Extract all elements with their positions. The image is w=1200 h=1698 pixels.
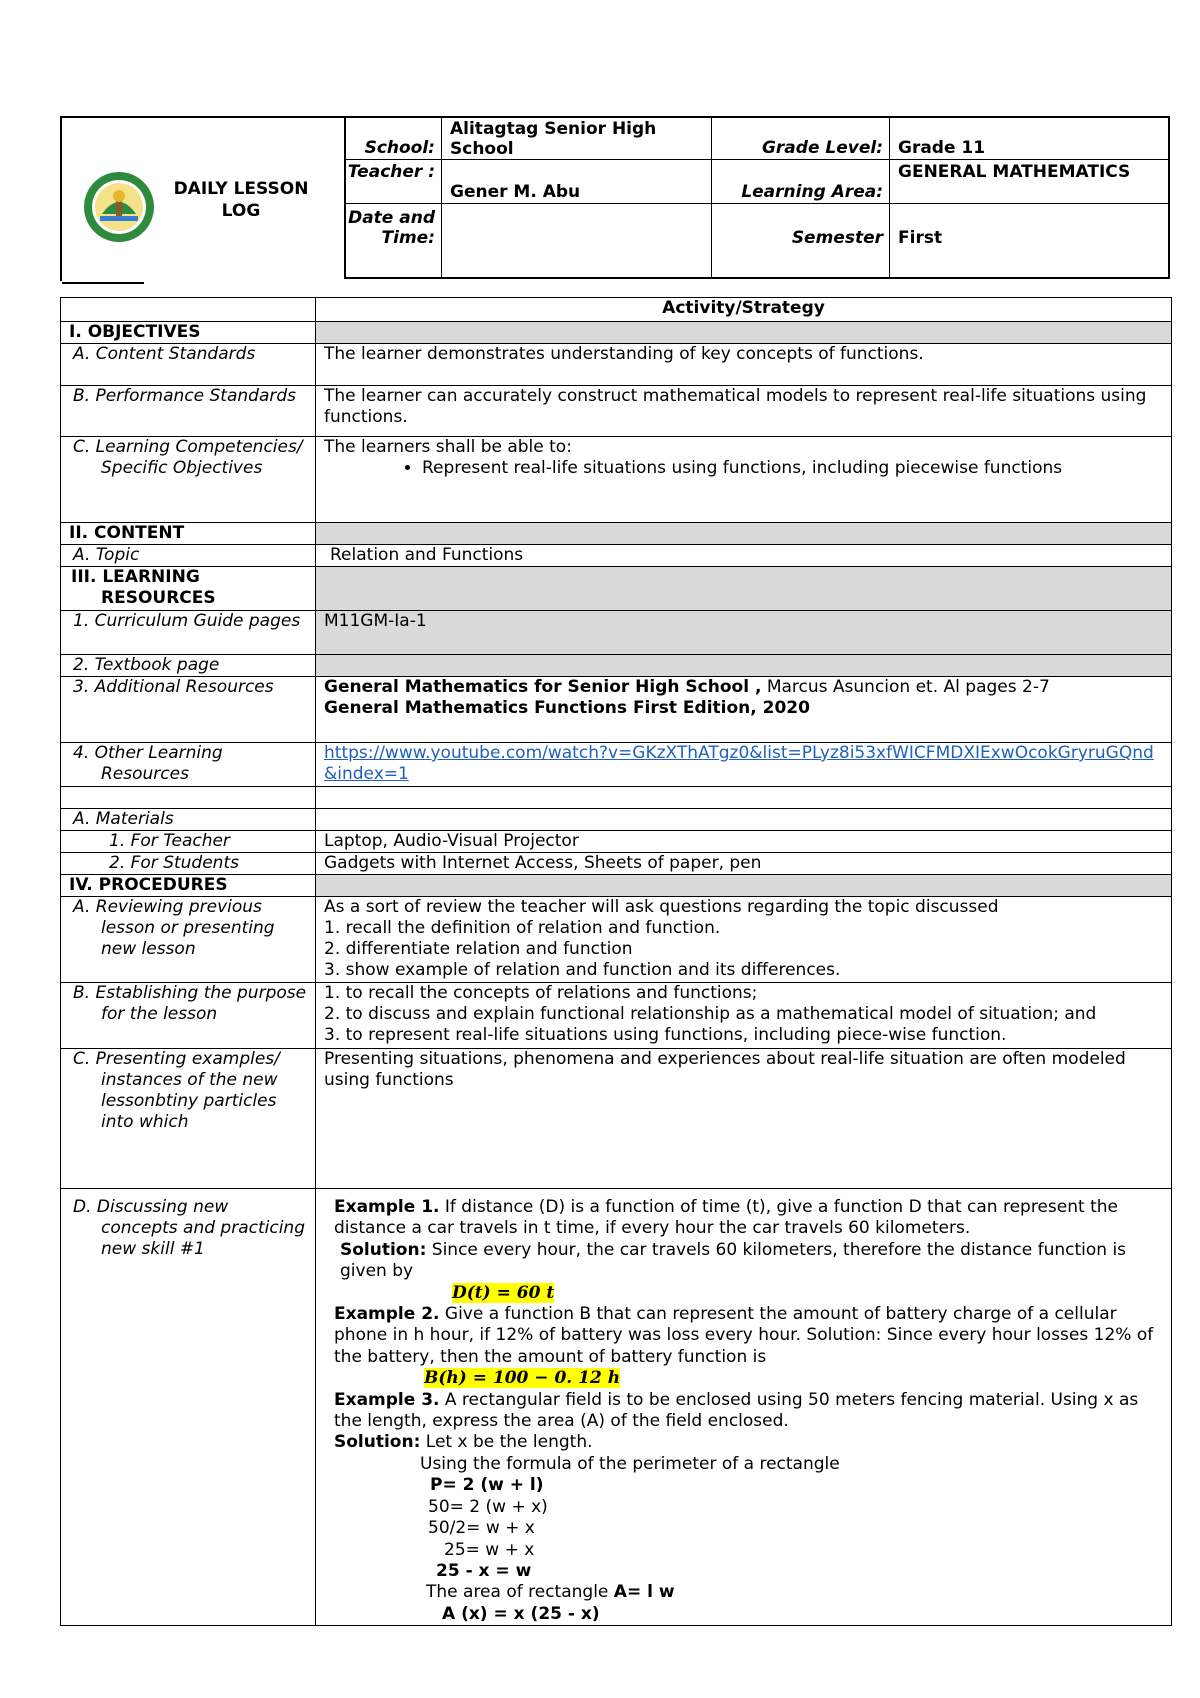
semester-value: First xyxy=(898,228,943,248)
topic-value: Relation and Functions xyxy=(316,545,1172,567)
reviewing-line: 2. differentiate relation and function xyxy=(324,939,633,959)
book-details-1: Marcus Asuncion et. Al pages 2-7 xyxy=(761,677,1050,697)
procedures-row xyxy=(61,875,1172,897)
topic-row xyxy=(61,545,1172,567)
resources-row xyxy=(61,567,1172,611)
additional-resources-label: 3. Additional Resources xyxy=(61,677,316,743)
curriculum-guide-value: M11GM-Ia-1 xyxy=(316,611,1172,655)
date-time-label: Date and Time: xyxy=(346,204,442,277)
learning-area-label: Learning Area: xyxy=(712,160,890,204)
example-3-text: A rectangular field is to be enclosed using 50 meters fencing material. Using x as the length, express the area (A) of the field enclosed. xyxy=(334,1389,1139,1432)
area-formula: A= l w xyxy=(613,1582,675,1603)
objectives-title: I. OBJECTIVES xyxy=(61,322,316,344)
other-resources-label: 4. Other Learning Resources xyxy=(61,743,316,787)
discussing-row xyxy=(61,1189,1172,1626)
learning-competencies-row xyxy=(61,437,1172,523)
book-title-1: General Mathematics for Senior High School , xyxy=(324,677,762,697)
reviewing-row xyxy=(61,897,1172,983)
title-line-1: DAILY LESSON xyxy=(173,179,309,199)
curriculum-guide-label: 1. Curriculum Guide pages xyxy=(61,611,316,655)
content-row xyxy=(61,523,1172,545)
performance-standards-row xyxy=(61,386,1172,437)
purpose-label: B. Establishing the purpose for the lesson xyxy=(61,983,316,1049)
learning-competencies-label: C. Learning Competencies/ Specific Objectives xyxy=(61,437,316,523)
table-header-row xyxy=(61,298,1172,322)
step-line: 25 - x = w xyxy=(436,1560,532,1581)
content-standards-row xyxy=(61,344,1172,386)
content-title: II. CONTENT xyxy=(61,523,316,545)
for-students-value: Gadgets with Internet Access, Sheets of paper, pen xyxy=(316,853,1172,875)
competency-bullet: • Represent real-life situations using functions, including piecewise functions xyxy=(422,458,1163,479)
performance-standards-label: B. Performance Standards xyxy=(61,386,316,437)
presenting-examples-value: Presenting situations, phenomena and experiences about real-life situation are often modeled using functions xyxy=(316,1049,1172,1189)
solution-label: Solution: xyxy=(340,1239,427,1260)
additional-resources-row xyxy=(61,677,1172,743)
title-line-2: LOG xyxy=(221,201,261,221)
additional-resources-value xyxy=(316,677,1172,743)
resources-title: III. LEARNING RESOURCES xyxy=(61,567,316,611)
competencies-intro: The learners shall be able to: xyxy=(324,437,572,457)
lesson-plan-table xyxy=(60,297,1172,1626)
example-1-text: If distance (D) is a function of time (t), give a function D that can represent the distance a car travels in t time, if every hour the car travels 60 kilometers. xyxy=(334,1197,1118,1239)
step-line: 50/2= w + x xyxy=(428,1518,535,1539)
step-line: P= 2 (w + l) xyxy=(430,1475,544,1496)
topic-label: A. Topic xyxy=(61,545,316,567)
blank-row xyxy=(61,787,1172,809)
presenting-examples-label: C. Presenting examples/ instances of the new lessonbtiny particles into which xyxy=(61,1049,316,1189)
learning-competencies-value xyxy=(316,437,1172,523)
textbook-page-label: 2. Textbook page xyxy=(61,655,316,677)
reviewing-line: As a sort of review the teacher will ask questions regarding the topic discussed xyxy=(324,897,999,917)
reviewing-line: 3. show example of relation and function and its differences. xyxy=(324,960,841,980)
date-time-value[interactable] xyxy=(442,204,712,277)
header-info-grid xyxy=(344,116,1170,279)
step-line: The area of rectangle xyxy=(426,1582,614,1603)
purpose-line: 1. to recall the concepts of relations and functions; xyxy=(324,983,758,1003)
school-value: Alitagtag Senior High School xyxy=(442,118,712,160)
for-teacher-value: Laptop, Audio-Visual Projector xyxy=(316,831,1172,853)
content-standards-value: The learner demonstrates understanding of key concepts of functions. xyxy=(316,344,1172,386)
step-line: A (x) = x (25 - x) xyxy=(442,1603,600,1624)
grade-level-value: Grade 11 xyxy=(890,118,1168,160)
example-3-title: Example 3. xyxy=(334,1389,440,1410)
performance-standards-value: The learner can accurately construct mathematical models to represent real-life situations using functions. xyxy=(316,386,1172,437)
formula-2: B(h) = 100 − 0. 12 h xyxy=(424,1368,621,1389)
learning-area-value: GENERAL MATHEMATICS xyxy=(890,160,1168,204)
school-seal-icon xyxy=(82,170,156,244)
school-label: School: xyxy=(346,118,442,160)
procedures-title: IV. PROCEDURES xyxy=(61,875,316,897)
solution-3-text: Let x be the length. xyxy=(420,1432,593,1453)
for-teacher-row xyxy=(61,831,1172,853)
step-line: 25= w + x xyxy=(444,1539,535,1560)
objectives-row xyxy=(61,322,1172,344)
teacher-value: Gener M. Abu xyxy=(442,160,712,204)
textbook-page-row xyxy=(61,655,1172,677)
other-resources-value xyxy=(316,743,1172,787)
solution-1-text: Since every hour, the car travels 60 kilometers, therefore the distance function is given by xyxy=(340,1239,1127,1282)
formula-1: D(t) = 60 t xyxy=(452,1282,555,1303)
other-resources-row xyxy=(61,743,1172,787)
step-line: Using the formula of the perimeter of a rectangle xyxy=(420,1453,840,1474)
logo-cell xyxy=(60,116,344,281)
reviewing-value xyxy=(316,897,1172,983)
purpose-line: 2. to discuss and explain functional relationship as a mathematical model of situation; and xyxy=(324,1004,1097,1024)
document-title xyxy=(166,178,316,222)
semester-label: Semester xyxy=(712,204,890,277)
activity-strategy-header: Activity/Strategy xyxy=(316,298,1172,322)
purpose-row xyxy=(61,983,1172,1049)
example-2-text: Give a function B that can represent the amount of battery charge of a cellular phone in h hour, if 12% of battery was loss every hour. Solution: Since every hour losses 12% of the battery, then the amount of battery function is xyxy=(334,1304,1154,1367)
book-title-2: General Mathematics Functions First Edition, 2020 xyxy=(324,698,810,718)
purpose-value xyxy=(316,983,1172,1049)
presenting-examples-row xyxy=(61,1049,1172,1189)
reviewing-label: A. Reviewing previous lesson or presenting new lesson xyxy=(61,897,316,983)
for-teacher-label: 1. For Teacher xyxy=(61,831,316,853)
discussing-label: D. Discussing new concepts and practicing new skill #1 xyxy=(61,1189,316,1626)
for-students-label: 2. For Students xyxy=(61,853,316,875)
reviewing-line: 1. recall the definition of relation and function. xyxy=(324,918,721,938)
content-standards-label: A. Content Standards xyxy=(61,344,316,386)
grade-level-label: Grade Level: xyxy=(712,118,890,160)
materials-row xyxy=(61,809,1172,831)
example-1-title: Example 1. xyxy=(334,1197,440,1217)
materials-label: A. Materials xyxy=(61,809,316,831)
purpose-line: 3. to represent real-life situations using functions, including piece-wise function. xyxy=(324,1025,1007,1045)
header-block xyxy=(60,116,1170,279)
for-students-row xyxy=(61,853,1172,875)
discussing-value xyxy=(316,1189,1172,1626)
example-2-title: Example 2. xyxy=(334,1304,440,1325)
curriculum-guide-row xyxy=(61,611,1172,655)
step-line: 50= 2 (w + x) xyxy=(428,1496,548,1517)
youtube-link[interactable]: https://www.youtube.com/watch?v=GKzXThATgz0&list=PLyz8i53xfWICFMDXIExwOcokGryruGQnd&index=1 xyxy=(324,743,1154,784)
solution-3-label: Solution: xyxy=(334,1432,421,1453)
teacher-label: Teacher : xyxy=(346,160,442,204)
